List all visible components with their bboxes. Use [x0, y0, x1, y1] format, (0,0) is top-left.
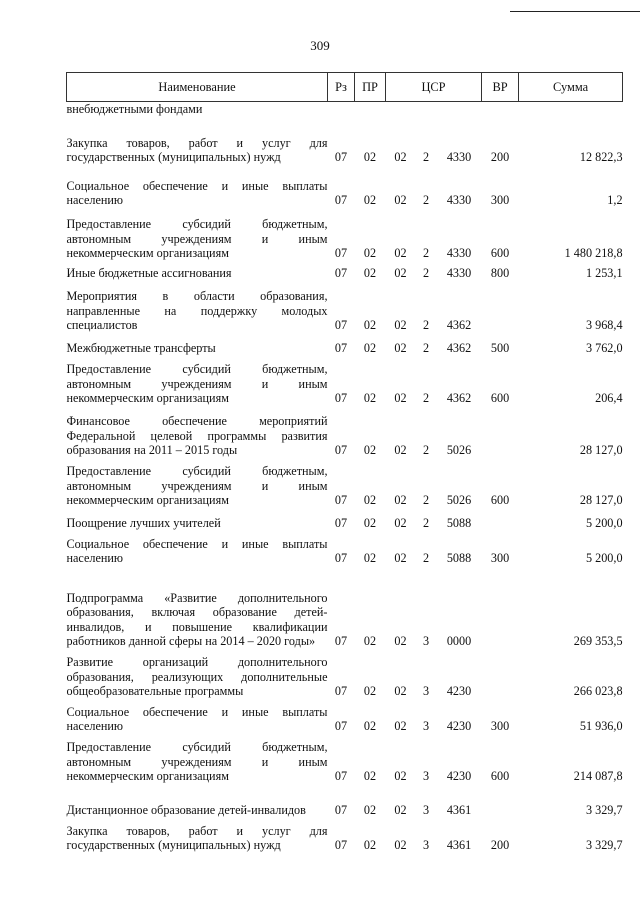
header-pr: ПР	[355, 73, 386, 102]
row-vr: 300	[490, 551, 510, 565]
row-sum: 214 087,8	[573, 769, 623, 783]
row-csr-1: 02	[394, 193, 407, 207]
row-rz: 07	[334, 803, 348, 817]
row-csr-1: 02	[394, 803, 407, 817]
row-csr-1: 02	[394, 719, 407, 733]
row-csr-3: 5026	[446, 493, 472, 507]
row-rz: 07	[334, 769, 348, 783]
row-name: Закупка товаров, работ и услуг для государственных (муниципальных) нужд	[66, 823, 328, 852]
row-csr-3: 4330	[446, 266, 472, 280]
row-csr-1	[386, 102, 416, 117]
row-csr-1: 02	[394, 391, 407, 405]
row-sum: 269 353,5	[573, 634, 623, 648]
table-row	[67, 356, 623, 406]
row-rz: 07	[334, 684, 348, 698]
row-rz: 07	[334, 266, 348, 280]
row-sum: 1,2	[607, 193, 623, 207]
row-csr-3: 4330	[446, 193, 472, 207]
table-row	[67, 508, 623, 531]
row-csr-3: 4362	[446, 318, 472, 332]
row-name: Иные бюджетные ассигнования	[66, 266, 232, 280]
row-name: Закупка товаров, работ и услуг для государственных (муниципальных) нужд	[66, 135, 328, 164]
row-pr: 02	[363, 150, 377, 164]
row-sum: 5 200,0	[585, 551, 623, 565]
row-name: Подпрограмма «Развитие дополнительного образования, включая образование детей-инвалидов, и повышение квалификации работников данной сферы на 2014 – 2020 годы»	[66, 590, 328, 648]
row-rz	[328, 102, 355, 117]
row-vr: 200	[490, 150, 510, 164]
table-row	[67, 734, 623, 784]
row-vr: 500	[490, 341, 510, 355]
row-vr: 600	[490, 391, 510, 405]
page-number: 309	[310, 38, 330, 53]
row-pr: 02	[363, 634, 377, 648]
row-pr: 02	[363, 493, 377, 507]
row-csr-3: 4230	[446, 684, 472, 698]
row-name: Развитие организаций дополнительного образования, реализующих дополнительные общеобразовательные программы	[66, 655, 328, 698]
row-pr: 02	[363, 318, 377, 332]
row-csr-2: 2	[422, 266, 430, 280]
row-name: Межбюджетные трансферты	[66, 341, 216, 355]
row-vr	[482, 508, 519, 531]
row-csr-1: 02	[394, 341, 407, 355]
row-name: Социальное обеспечение и иные выплаты населению	[66, 536, 328, 565]
row-pr: 02	[363, 443, 377, 457]
row-name: Мероприятия в области образования, направленные на поддержку молодых специалистов	[66, 289, 328, 332]
row-sum: 5 200,0	[585, 516, 623, 530]
row-csr-1: 02	[394, 684, 407, 698]
row-pr: 02	[363, 684, 377, 698]
table-row	[67, 102, 623, 117]
row-csr-1: 02	[394, 246, 407, 260]
row-name: Предоставление субсидий бюджетным, автономным учреждениям и иным некоммерческим организациям	[66, 362, 328, 405]
table-row	[67, 566, 623, 649]
row-sum: 206,4	[595, 391, 623, 405]
row-pr: 02	[363, 246, 377, 260]
row-csr-1: 02	[394, 266, 407, 280]
row-csr-3: 4230	[446, 719, 472, 733]
row-vr	[482, 649, 519, 699]
table-row	[67, 261, 623, 281]
row-csr-3: 4362	[446, 391, 472, 405]
table-row	[67, 333, 623, 356]
row-pr: 02	[363, 341, 377, 355]
row-csr-1: 02	[394, 318, 407, 332]
row-vr: 600	[490, 769, 510, 783]
row-rz: 07	[334, 341, 348, 355]
row-vr	[482, 406, 519, 458]
row-csr-1: 02	[394, 551, 407, 565]
row-pr	[355, 102, 386, 117]
row-csr-2: 3	[422, 769, 430, 783]
row-rz: 07	[334, 318, 348, 332]
row-pr: 02	[363, 516, 377, 530]
row-csr-2: 2	[422, 341, 430, 355]
row-csr-2: 3	[422, 684, 430, 698]
row-csr-2: 2	[422, 551, 430, 565]
header-csr: ЦСР	[386, 73, 482, 102]
row-name: Дистанционное образование детей-инвалидов	[66, 803, 306, 817]
row-csr-2	[416, 102, 437, 117]
row-pr: 02	[363, 803, 377, 817]
budget-table	[66, 72, 623, 853]
table-row	[67, 208, 623, 261]
table-header-row	[67, 73, 623, 102]
row-sum: 1 480 218,8	[564, 246, 623, 260]
row-pr: 02	[363, 551, 377, 565]
row-rz: 07	[334, 150, 348, 164]
row-rz: 07	[334, 516, 348, 530]
row-sum: 28 127,0	[579, 493, 623, 507]
row-pr: 02	[363, 719, 377, 733]
row-csr-2: 2	[422, 150, 430, 164]
row-csr-2: 3	[422, 838, 430, 852]
row-name: Финансовое обеспечение мероприятий Федеральной целевой программы развития образования на 2011 – 2015 годы	[66, 414, 328, 457]
row-vr: 200	[490, 838, 510, 852]
row-vr: 800	[490, 266, 510, 280]
row-csr-1: 02	[394, 516, 407, 530]
row-sum: 3 329,7	[585, 803, 623, 817]
row-vr: 600	[490, 493, 510, 507]
table-row	[67, 281, 623, 333]
row-name: Социальное обеспечение и иные выплаты населению	[66, 704, 328, 733]
row-csr-2: 2	[422, 493, 430, 507]
row-sum: 266 023,8	[573, 684, 623, 698]
row-csr-3: 5026	[446, 443, 472, 457]
row-vr	[482, 281, 519, 333]
row-csr-2: 2	[422, 246, 430, 260]
row-csr-2: 2	[422, 443, 430, 457]
row-pr: 02	[363, 266, 377, 280]
header-vr: ВР	[482, 73, 519, 102]
row-name: внебюджетными фондами	[66, 102, 203, 116]
row-csr-3: 4330	[446, 246, 472, 260]
row-vr: 600	[490, 246, 510, 260]
row-rz: 07	[334, 391, 348, 405]
table-row	[67, 784, 623, 818]
row-pr: 02	[363, 838, 377, 852]
row-rz: 07	[334, 551, 348, 565]
row-rz: 07	[334, 193, 348, 207]
header-rz: Рз	[328, 73, 355, 102]
row-rz: 07	[334, 246, 348, 260]
row-csr-2: 2	[422, 193, 430, 207]
row-csr-3: 4330	[446, 150, 472, 164]
row-csr-2: 3	[422, 719, 430, 733]
row-vr: 300	[490, 719, 510, 733]
row-rz: 07	[334, 493, 348, 507]
row-csr-3: 5088	[446, 551, 472, 565]
row-name: Поощрение лучших учителей	[66, 516, 221, 530]
row-rz: 07	[334, 443, 348, 457]
row-csr-2: 3	[422, 634, 430, 648]
row-sum: 28 127,0	[579, 443, 623, 457]
table-row	[67, 699, 623, 734]
row-csr-2: 3	[422, 803, 430, 817]
row-csr-3	[437, 102, 482, 117]
row-sum: 12 822,3	[579, 150, 623, 164]
row-csr-1: 02	[394, 634, 407, 648]
header-name: Наименование	[67, 73, 328, 102]
row-vr	[482, 566, 519, 649]
row-rz: 07	[334, 634, 348, 648]
table-body	[67, 102, 623, 853]
table-row	[67, 406, 623, 458]
table-row	[67, 458, 623, 508]
top-rule	[510, 11, 640, 12]
row-name: Предоставление субсидий бюджетным, автономным учреждениям и иным некоммерческим организациям	[66, 464, 328, 507]
table-row	[67, 818, 623, 853]
row-csr-2: 2	[422, 516, 430, 530]
row-sum: 3 968,4	[585, 318, 623, 332]
table-row	[67, 117, 623, 165]
row-csr-1: 02	[394, 838, 407, 852]
row-csr-1: 02	[394, 493, 407, 507]
table-row	[67, 649, 623, 699]
row-csr-3: 5088	[446, 516, 472, 530]
row-csr-1: 02	[394, 443, 407, 457]
row-csr-3: 4361	[446, 803, 472, 817]
row-csr-2: 2	[422, 318, 430, 332]
header-sum: Сумма	[519, 73, 623, 102]
row-csr-1: 02	[394, 150, 407, 164]
row-rz: 07	[334, 719, 348, 733]
row-vr: 300	[490, 193, 510, 207]
row-sum	[519, 102, 623, 117]
row-name: Предоставление субсидий бюджетным, автономным учреждениям и иным некоммерческим организациям	[66, 217, 328, 260]
row-csr-3: 4362	[446, 341, 472, 355]
row-csr-2: 2	[422, 391, 430, 405]
row-pr: 02	[363, 769, 377, 783]
row-name: Социальное обеспечение и иные выплаты населению	[66, 178, 328, 207]
row-csr-3: 0000	[446, 634, 472, 648]
row-vr	[482, 102, 519, 117]
table-row	[67, 531, 623, 566]
row-sum: 51 936,0	[579, 719, 623, 733]
table-row	[67, 165, 623, 208]
row-name: Предоставление субсидий бюджетным, автономным учреждениям и иным некоммерческим организациям	[66, 740, 328, 783]
row-csr-3: 4361	[446, 838, 472, 852]
row-pr: 02	[363, 391, 377, 405]
row-sum: 3 762,0	[585, 341, 623, 355]
row-csr-3: 4230	[446, 769, 472, 783]
row-pr: 02	[363, 193, 377, 207]
row-vr	[482, 784, 519, 818]
row-sum: 1 253,1	[585, 266, 623, 280]
row-rz: 07	[334, 838, 348, 852]
row-sum: 3 329,7	[585, 838, 623, 852]
row-csr-1: 02	[394, 769, 407, 783]
